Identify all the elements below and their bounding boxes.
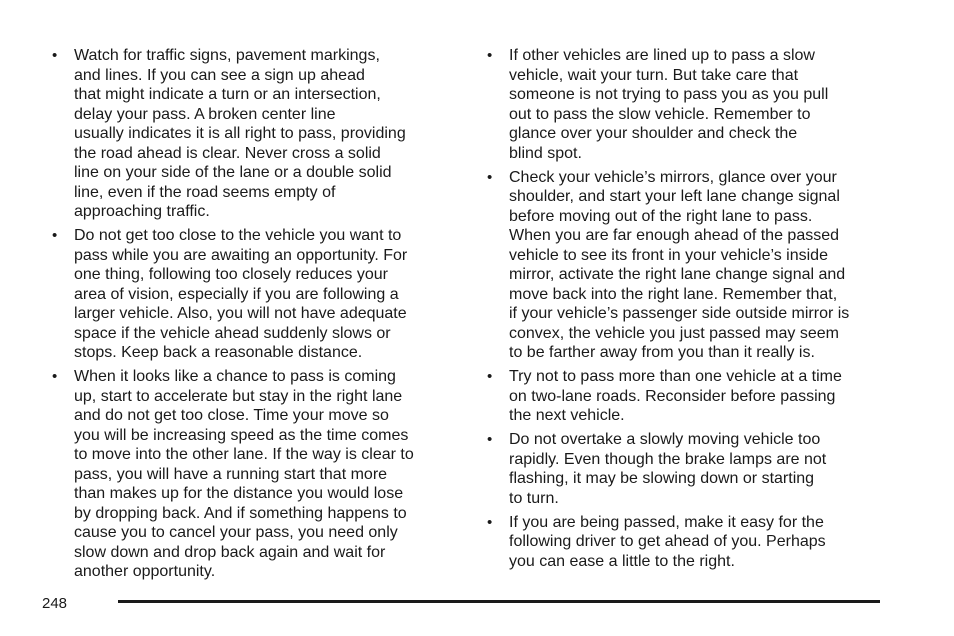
page-number: 248: [42, 595, 68, 612]
right-column: [487, 46, 887, 576]
bullet-mark: •: [487, 513, 493, 531]
left-column: [52, 46, 452, 586]
bullet-text: Check your vehicle’s mirrors, glance over your shoulder, and start your left lane change signal before moving out of the right lane to pass. When you are far enough ahead of the passed vehicle to see its front in your vehicle’s inside mirror, activate the right lane change signal and move back into the right lane. Remember that, if your vehicle’s passenger side outside mirror is convex, the vehicle you just passed may seem to be farther away from you than it really is.: [509, 168, 850, 361]
bullet-text: Do not get too close to the vehicle you want to pass while you are awaiting an opportunity. For one thing, following too closely reduces your area of vision, especially if you are following a larger vehicle. Also, you will not have adequate space if the vehicle ahead suddenly slows or stops. Keep back a reasonable distance.: [74, 227, 408, 361]
bullet-mark: •: [487, 47, 493, 64]
bullet-mark: •: [487, 431, 493, 448]
bullet-item: [487, 46, 887, 163]
bullet-item: [487, 367, 887, 426]
footer-rule: [118, 600, 880, 603]
bullet-mark: •: [52, 47, 58, 64]
bullet-text: Do not overtake a slowly moving vehicle too rapidly. Even though the brake lamps are not flashing, it may be slowing down or starting to turn.: [509, 431, 827, 507]
bullet-mark: •: [52, 368, 58, 385]
bullet-text: Watch for traffic signs, pavement markings, and lines. If you can see a sign up ahead that might indicate a turn or an intersection, delay your pass. A broken center line usually indicates it is all right to pass, providing the road ahead is clear. Never cross a solid line on your side of the lane or a double solid line, even if the road seems empty of approaching traffic.: [74, 47, 406, 220]
bullet-mark: •: [52, 227, 58, 244]
bullet-item: [52, 46, 452, 222]
bullet-item: [487, 168, 887, 363]
bullet-text: If you are being passed, make it easy for the following driver to get ahead of you. Perhaps you can ease a little to the right.: [509, 513, 826, 570]
bullet-item: [487, 513, 887, 572]
bullet-text: Try not to pass more than one vehicle at a time on two-lane roads. Reconsider before passing the next vehicle.: [509, 368, 842, 424]
bullet-text: If other vehicles are lined up to pass a slow vehicle, wait your turn. But take care that someone is not trying to pass you as you pull out to pass the slow vehicle. Remember to glance over your shoulder and check the blind spot.: [509, 47, 829, 162]
bullet-item: [487, 430, 887, 508]
bullet-mark: •: [487, 368, 493, 385]
bullet-text: When it looks like a chance to pass is coming up, start to accelerate but stay in the right lane and do not get too close. Time your move so you will be increasing speed as the time comes to move into the other lane. If the way is clear to pass, you will have a running start that more than makes up for the distance you would lose by dropping back. And if something happens to cause you to cancel your pass, you need only slow down and drop back again and wait for another opportunity.: [74, 368, 414, 580]
bullet-item: [52, 367, 452, 582]
bullet-mark: •: [487, 168, 493, 186]
bullet-item: [52, 226, 452, 363]
